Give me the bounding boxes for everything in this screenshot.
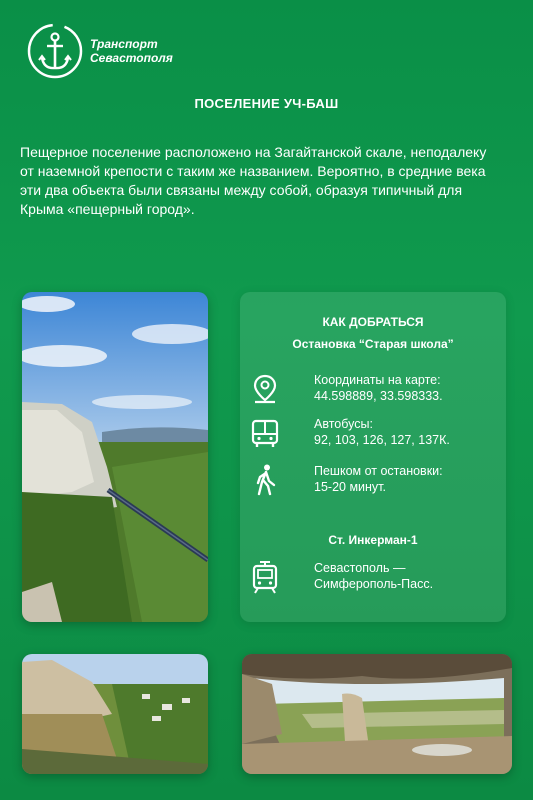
bus-label: Автобусы: [314, 417, 373, 431]
page-title: ПОСЕЛЕНИЕ УЧ-БАШ [194, 96, 339, 111]
map-pin-icon [250, 372, 280, 406]
coords-label: Координаты на карте: [314, 373, 441, 387]
bottom-right-photo [242, 654, 512, 774]
tram-train-icon [250, 560, 280, 594]
stop-name: Остановка “Старая школа” [292, 337, 454, 351]
anchor-logo-icon [26, 22, 84, 80]
bottom-left-photo [22, 654, 208, 774]
bus-value: 92, 103, 126, 127, 137К. [314, 433, 450, 447]
coords-value[interactable]: 44.598889, 33.598333. [314, 389, 443, 403]
directions-title: КАК ДОБРАТЬСЯ [322, 315, 424, 329]
walk-row [250, 463, 500, 497]
walk-label: Пешком от остановки: [314, 464, 443, 478]
main-landscape-photo [22, 292, 208, 622]
bus-icon [250, 416, 280, 450]
walking-person-icon [250, 463, 280, 497]
brand-line1: Транспорт [90, 37, 158, 51]
intro-text: Пещерное поселение расположено на Загайтанской скале, неподалеку от наземной крепости с таким же названием. Вероятно, в средние века эти два объекта были связаны между собой, образуя типичный для Крыма «пещерный город». [20, 144, 487, 217]
coords-row [250, 372, 500, 406]
brand-logo[interactable] [26, 22, 173, 80]
brand-line2: Севастополя [90, 51, 173, 65]
station-name: Ст. Инкерман-1 [328, 533, 418, 547]
brand-name [90, 37, 173, 65]
train-row [250, 560, 500, 594]
directions-card [240, 292, 506, 622]
train-line1: Севастополь — [314, 561, 406, 575]
walk-value: 15-20 минут. [314, 480, 386, 494]
bus-row [250, 416, 500, 450]
train-line2: Симферополь-Пасс. [314, 577, 434, 591]
